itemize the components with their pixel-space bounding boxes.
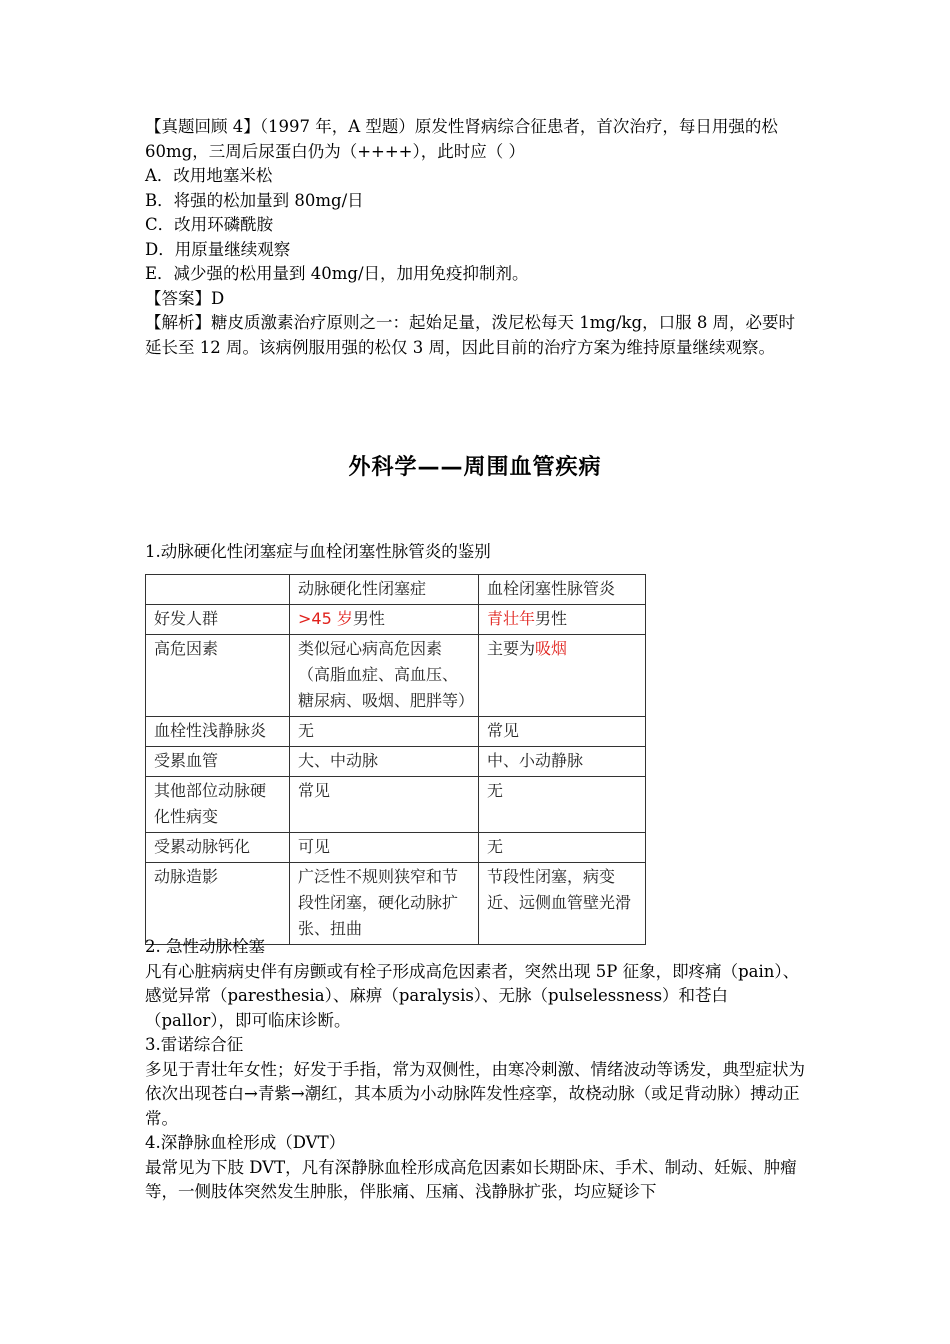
table-header-cell — [146, 575, 290, 605]
table-cell: 无 — [479, 833, 646, 863]
table-cell — [290, 605, 479, 635]
table-cell: 中、小动静脉 — [479, 747, 646, 777]
table-row — [146, 605, 646, 635]
table-cell: 节段性闭塞，病变近、远侧血管壁光滑 — [479, 863, 646, 945]
row-label: 受累动脉钙化 — [146, 833, 290, 863]
highlight-text: 吸烟 — [535, 639, 568, 658]
table-cell: 可见 — [290, 833, 479, 863]
notes-block — [145, 935, 810, 1205]
answer: 【答案】D — [145, 288, 225, 308]
table-row — [146, 863, 646, 945]
row-label: 好发人群 — [146, 605, 290, 635]
table-cell — [479, 605, 646, 635]
table-row — [146, 717, 646, 747]
paragraph-raynaud: 多见于青壮年女性；好发于手指，常为双侧性，由寒冷刺激、情绪波动等诱发，典型症状为依次出现苍白→青紫→潮红，其本质为小动脉阵发性痉挛，故桡动脉（或足背动脉）搏动正常。 — [145, 1059, 805, 1128]
question-stem: 【真题回顾 4】（1997 年，A 型题）原发性肾病综合征患者，首次治疗，每日用强的松 60mg，三周后尿蛋白仍为（++++），此时应（ ） — [145, 117, 778, 161]
cell-text: 主要为 — [487, 639, 536, 658]
row-label: 高危因素 — [146, 635, 290, 717]
table-row — [146, 635, 646, 717]
row-label: 其他部位动脉硬化性病变 — [146, 777, 290, 833]
row-label: 血栓性浅静脉炎 — [146, 717, 290, 747]
option-c: C．改用环磷酰胺 — [145, 215, 274, 234]
table-row — [146, 777, 646, 833]
cell-text: 男性 — [535, 609, 568, 628]
highlight-text: >45 岁 — [298, 609, 353, 628]
cell-text: 男性 — [352, 609, 385, 628]
table-cell: 无 — [479, 777, 646, 833]
table-header-row — [146, 575, 646, 605]
table-cell: 无 — [290, 717, 479, 747]
row-label: 动脉造影 — [146, 863, 290, 945]
option-a: A．改用地塞米松 — [145, 166, 273, 185]
highlight-text: 青壮年 — [487, 609, 536, 628]
heading-dvt: 4.深静脉血栓形成（DVT） — [145, 1133, 346, 1152]
analysis: 【解析】糖皮质激素治疗原则之一：起始足量，泼尼松每天 1mg/kg，口服 8 周，必要时延长至 12 周。该病例服用强的松仅 3 周，因此目前的治疗方案为维持原量继续观察。 — [145, 313, 796, 357]
table-header-cell: 动脉硬化性闭塞症 — [290, 575, 479, 605]
table-row — [146, 833, 646, 863]
paragraph-dvt: 最常见为下肢 DVT，凡有深静脉血栓形成高危因素如长期卧床、手术、制动、妊娠、肿瘤等，一侧肢体突然发生肿胀，伴胀痛、压痛、浅静脉扩张，均应疑诊下 — [145, 1157, 797, 1201]
option-d: D．用原量继续观察 — [145, 239, 291, 259]
table-header-cell: 血栓闭塞性脉管炎 — [479, 575, 646, 605]
table-cell: 类似冠心病高危因素（高脂血症、高血压、糖尿病、吸烟、肥胖等） — [290, 635, 479, 717]
comparison-table — [145, 574, 646, 945]
heading-raynaud: 3.雷诺综合征 — [145, 1035, 244, 1054]
option-e: E．减少强的松用量到 40mg/日，加用免疫抑制剂。 — [145, 264, 529, 283]
question-block — [145, 115, 810, 360]
table-cell: 常见 — [479, 717, 646, 747]
option-b: B．将强的松加量到 80mg/日 — [145, 190, 364, 210]
paragraph-acute-embolism: 凡有心脏病病史伴有房颤或有栓子形成高危因素者，突然出现 5P 征象，即疼痛（pain）、感觉异常（paresthesia）、麻痹（paralysis）、无脉（pulselessness）和苍白（pallor），即可临床诊断。 — [145, 961, 800, 1030]
table-cell — [479, 635, 646, 717]
section-title: 外科学——周围血管疾病 — [348, 455, 602, 480]
table-caption: 1.动脉硬化性闭塞症与血栓闭塞性脉管炎的鉴别 — [145, 542, 491, 561]
heading-acute-embolism: 2. 急性动脉栓塞 — [145, 937, 265, 956]
table-cell: 大、中动脉 — [290, 747, 479, 777]
table-row — [146, 747, 646, 777]
table-cell: 广泛性不规则狭窄和节段性闭塞，硬化动脉扩张、扭曲 — [290, 863, 479, 945]
table-cell: 常见 — [290, 777, 479, 833]
row-label: 受累血管 — [146, 747, 290, 777]
